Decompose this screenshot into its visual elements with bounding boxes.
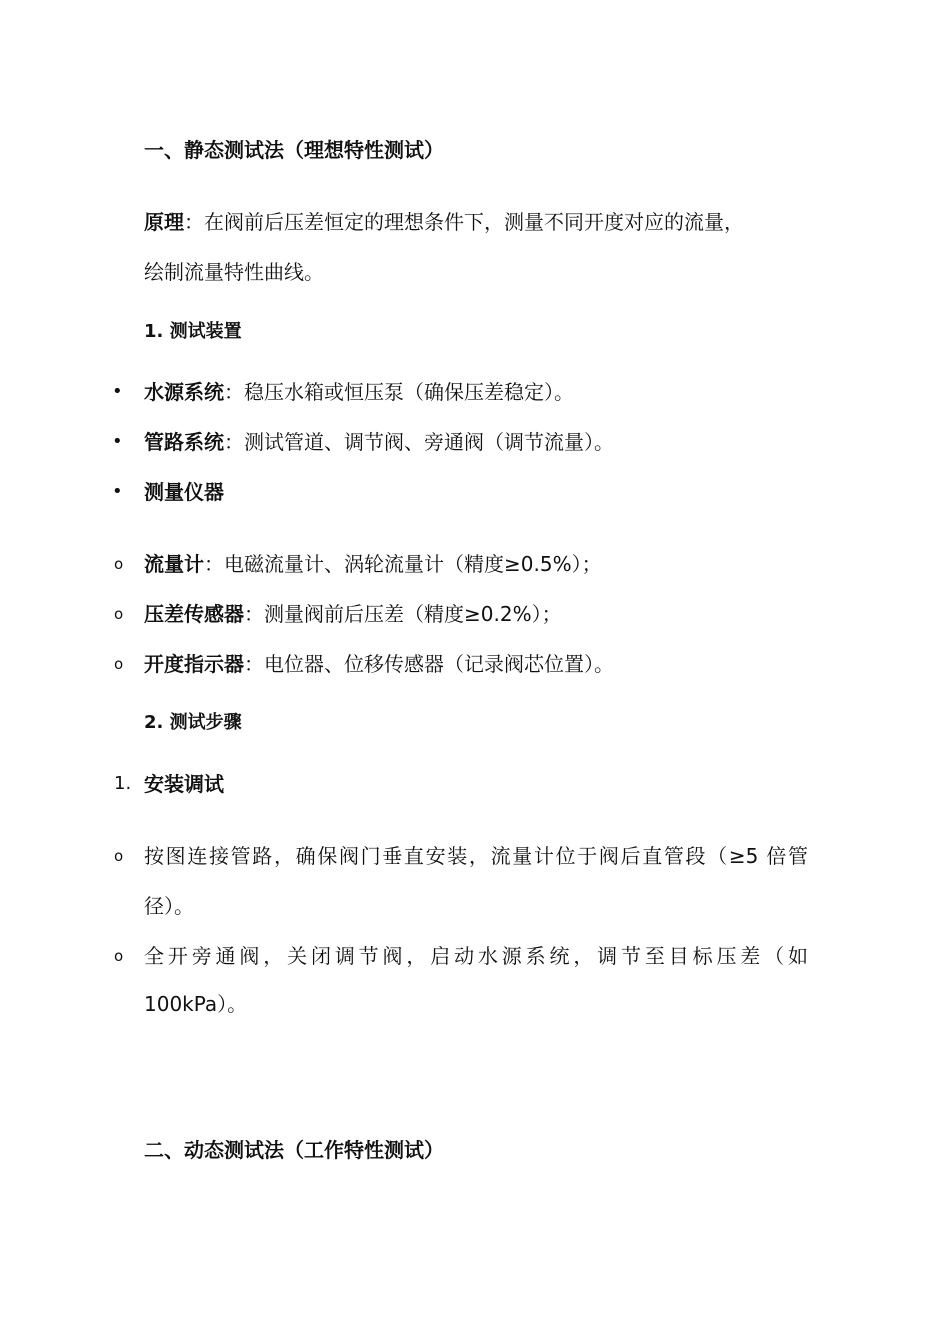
circle-marker: o (114, 947, 124, 965)
item-label: 测量仪器 (144, 480, 224, 504)
step-title-install: 安装调试 (144, 772, 224, 796)
step-item-2-line-2: 100kPa）。 (144, 992, 248, 1016)
circle-marker: o (114, 847, 124, 865)
circle-marker: o (114, 555, 124, 573)
item-label: 开度指示器 (144, 652, 244, 676)
step-number: 1. (114, 773, 132, 794)
principle-text-1: 在阀前后压差恒定的理想条件下，测量不同开度对应的流量， (204, 210, 744, 234)
item-label: 压差传感器 (144, 602, 244, 626)
list-item-piping-system (144, 428, 614, 456)
step-item-1-line-1: 按图连接管路，确保阀门垂直安装，流量计位于阀后直管段（≥5 倍管 (144, 844, 808, 868)
bullet-marker: • (112, 431, 123, 452)
item-text: 电位器、位移传感器（记录阀芯位置）。 (264, 652, 614, 676)
circle-marker: o (114, 605, 124, 623)
subheading-test-setup: 1. 测试装置 (144, 321, 242, 342)
item-label: 管路系统 (144, 430, 224, 454)
item-label: 水源系统 (144, 380, 224, 404)
item-text: 稳压水箱或恒压泵（确保压差稳定）。 (244, 380, 574, 404)
item-separator: ： (224, 430, 244, 454)
principle-line-2: 绘制流量特性曲线。 (144, 260, 324, 284)
item-separator: ： (244, 652, 264, 676)
item-text: 测试管道、调节阀、旁通阀（调节流量）。 (244, 430, 614, 454)
section-1-title: 一、静态测试法（理想特性测试） (144, 138, 444, 162)
bullet-marker: • (112, 381, 123, 402)
step-item-2-line-1: 全开旁通阀，关闭调节阀，启动水源系统，调节至目标压差（如 (144, 944, 808, 968)
list-item-flowmeter (144, 550, 602, 578)
item-text: 电磁流量计、涡轮流量计（精度≥0.5%）； (224, 552, 602, 576)
item-separator: ： (224, 380, 244, 404)
principle-label: 原理 (144, 210, 184, 234)
item-separator: ： (244, 602, 264, 626)
principle-line-1 (144, 208, 744, 236)
list-item-instruments (144, 478, 224, 506)
subheading-test-steps: 2. 测试步骤 (144, 712, 242, 733)
section-2-title: 二、动态测试法（工作特性测试） (144, 1138, 444, 1162)
circle-marker: o (114, 655, 124, 673)
list-item-pressure-sensor (144, 600, 562, 628)
bullet-marker: • (112, 481, 123, 502)
list-item-opening-indicator (144, 650, 614, 678)
item-label: 流量计 (144, 552, 204, 576)
item-text: 测量阀前后压差（精度≥0.2%）； (264, 602, 562, 626)
list-item-water-source (144, 378, 574, 406)
item-separator: ： (204, 552, 224, 576)
principle-separator: ： (184, 210, 204, 234)
step-item-1-line-2: 径）。 (144, 894, 194, 918)
